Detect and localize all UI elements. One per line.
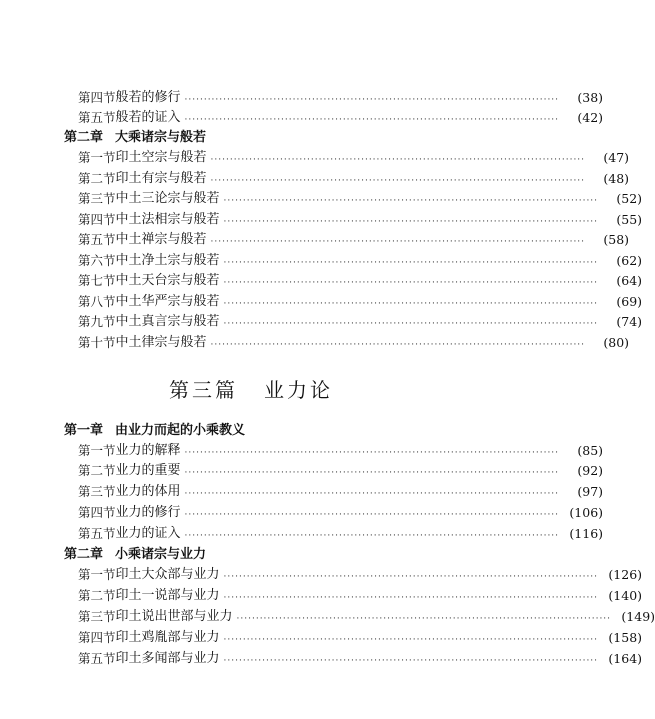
section-title: 业力的体用 [115, 484, 181, 499]
dot-leader: ································································································· [184, 467, 560, 478]
toc-row [78, 292, 643, 312]
section-title: 般若的证入 [115, 110, 181, 125]
page-number: (52) [616, 191, 643, 206]
section-number: 第二节 [78, 171, 116, 186]
dot-leader: ································································································· [210, 339, 586, 350]
dot-leader: ································································································· [184, 488, 560, 499]
section-number: 第五节 [78, 232, 116, 247]
section-number: 第四节 [78, 90, 116, 105]
chapter-number: 第二章 [64, 547, 104, 562]
section-number: 第一节 [78, 567, 116, 582]
page-number: (158) [608, 630, 643, 645]
section-number: 第五节 [78, 526, 116, 541]
toc-row [78, 312, 643, 332]
page-number: (47) [603, 150, 630, 165]
toc-row [78, 649, 643, 669]
toc-row [78, 251, 643, 271]
section-title: 印土鸡胤部与业力 [115, 630, 220, 645]
page-number: (97) [577, 484, 604, 499]
toc-row [78, 524, 604, 544]
section-title: 中土净土宗与般若 [115, 253, 220, 268]
dot-leader: ································································································· [184, 447, 560, 458]
toc-row [78, 565, 643, 585]
chapter-heading [64, 545, 206, 565]
dot-leader: ································································································· [223, 257, 599, 268]
dot-leader: ································································································· [184, 530, 560, 541]
section-number: 第三节 [78, 191, 116, 206]
dot-leader: ································································································· [223, 277, 599, 288]
page-number: (62) [616, 253, 643, 268]
page-number: (92) [577, 463, 604, 478]
chapter-heading [64, 421, 245, 441]
toc-row [78, 482, 604, 502]
toc-row [78, 108, 604, 128]
section-title: 印土大众部与业力 [115, 567, 220, 582]
section-number: 第四节 [78, 505, 116, 520]
toc-row [78, 586, 643, 606]
toc-row [78, 148, 630, 168]
dot-leader: ································································································· [184, 94, 560, 105]
page-number: (64) [616, 273, 643, 288]
section-number: 第五节 [78, 110, 116, 125]
section-number: 第四节 [78, 630, 116, 645]
dot-leader: ································································································· [210, 236, 586, 247]
section-number: 第三节 [78, 609, 116, 624]
dot-leader: ································································································· [223, 195, 599, 206]
toc-row [78, 333, 630, 353]
section-number: 第四节 [78, 212, 116, 227]
page-number: (48) [603, 171, 630, 186]
part-number: 第三篇 [169, 378, 238, 402]
section-title: 般若的修行 [115, 90, 181, 105]
section-title: 业力的重要 [115, 463, 181, 478]
section-number: 第九节 [78, 314, 116, 329]
section-title: 业力的证入 [115, 526, 181, 541]
section-number: 第一节 [78, 443, 116, 458]
section-title: 中土法相宗与般若 [115, 212, 220, 227]
section-number: 第二节 [78, 463, 116, 478]
chapter-title: 大乘诸宗与般若 [115, 130, 207, 145]
section-title: 印土一说部与业力 [115, 588, 220, 603]
dot-leader: ································································································· [223, 655, 599, 666]
page-number: (80) [603, 335, 630, 350]
part-name: 业力论 [264, 378, 333, 402]
page-number: (149) [621, 609, 655, 624]
section-title: 印土有宗与般若 [115, 171, 207, 186]
section-title: 印土多闻部与业力 [115, 651, 220, 666]
dot-leader: ································································································· [223, 634, 599, 645]
section-number: 第一节 [78, 150, 116, 165]
toc-row [78, 607, 655, 627]
page-number: (74) [616, 314, 643, 329]
dot-leader: ································································································· [184, 114, 560, 125]
section-title: 中土律宗与般若 [115, 335, 207, 350]
section-number: 第十节 [78, 335, 116, 350]
toc-row [78, 461, 604, 481]
toc-row [78, 169, 630, 189]
section-number: 第五节 [78, 651, 116, 666]
toc-row [78, 210, 643, 230]
page-number: (106) [569, 505, 604, 520]
page-number: (140) [608, 588, 643, 603]
section-title: 业力的修行 [115, 505, 181, 520]
toc-row [78, 503, 604, 523]
part-title [0, 374, 502, 403]
dot-leader: ································································································· [223, 216, 599, 227]
dot-leader: ································································································· [210, 175, 586, 186]
chapter-title: 小乘诸宗与业力 [115, 547, 207, 562]
page-number: (42) [577, 110, 604, 125]
section-title: 中土华严宗与般若 [115, 294, 220, 309]
chapter-number: 第一章 [64, 423, 104, 438]
dot-leader: ································································································· [223, 298, 599, 309]
page-number: (126) [608, 567, 643, 582]
chapter-heading [64, 128, 206, 148]
chapter-number: 第二章 [64, 130, 104, 145]
section-title: 中土真言宗与般若 [115, 314, 220, 329]
page-number: (38) [577, 90, 604, 105]
dot-leader: ································································································· [210, 154, 586, 165]
page-number: (55) [616, 212, 643, 227]
dot-leader: ································································································· [223, 318, 599, 329]
page-number: (116) [569, 526, 604, 541]
toc-row [78, 271, 643, 291]
section-number: 第七节 [78, 273, 116, 288]
dot-leader: ································································································· [223, 571, 599, 582]
toc-row [78, 189, 643, 209]
section-number: 第六节 [78, 253, 116, 268]
section-title: 中土禅宗与般若 [115, 232, 207, 247]
page-number: (164) [608, 651, 643, 666]
dot-leader: ································································································· [184, 509, 560, 520]
dot-leader: ································································································· [236, 613, 612, 624]
toc-row [78, 230, 630, 250]
toc-row [78, 88, 604, 108]
section-title: 印土空宗与般若 [115, 150, 207, 165]
dot-leader: ································································································· [223, 592, 599, 603]
page-number: (69) [616, 294, 643, 309]
toc-row [78, 628, 643, 648]
page-number: (58) [603, 232, 630, 247]
section-number: 第八节 [78, 294, 116, 309]
section-title: 印土说出世部与业力 [115, 609, 233, 624]
section-number: 第二节 [78, 588, 116, 603]
section-number: 第三节 [78, 484, 116, 499]
section-title: 业力的解释 [115, 443, 181, 458]
chapter-title: 由业力而起的小乘教义 [115, 423, 246, 438]
page-number: (85) [577, 443, 604, 458]
toc-row [78, 441, 604, 461]
section-title: 中土天台宗与般若 [115, 273, 220, 288]
section-title: 中土三论宗与般若 [115, 191, 220, 206]
